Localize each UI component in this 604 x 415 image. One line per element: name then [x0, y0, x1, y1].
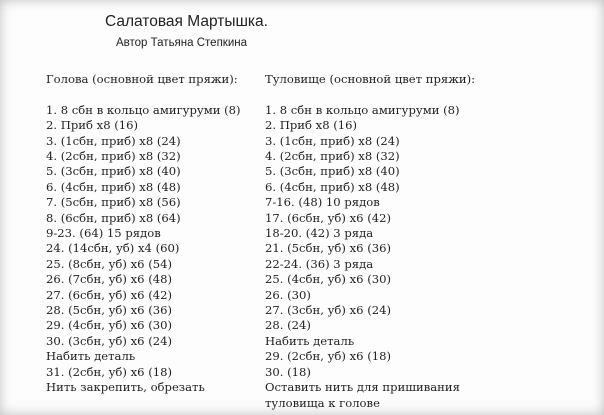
- pattern-row: 31. (2сбн, уб) х6 (18): [46, 364, 173, 379]
- pattern-row: 17. (6сбн, уб) х6 (42): [265, 210, 392, 225]
- pattern-row: 30. (18): [265, 364, 311, 379]
- pattern-row: 26. (30): [265, 287, 311, 302]
- pattern-row: Нить закрепить, обрезать: [46, 380, 205, 395]
- pattern-row: 4. (2сбн, приб) х8 (32): [265, 149, 400, 164]
- pattern-row: 5. (3сбн, приб) х8 (40): [46, 164, 181, 179]
- pattern-row: 9-23. (64) 15 рядов: [46, 226, 161, 241]
- pattern-row: 18-20. (42) 3 ряда: [265, 226, 374, 241]
- pattern-row: туловища к голове: [265, 395, 380, 410]
- pattern-row: Набить деталь: [265, 333, 355, 348]
- pattern-row: 29. (4сбн, уб) х6 (30): [46, 318, 173, 333]
- pattern-row: 29. (2сбн, уб) х6 (18): [265, 349, 392, 364]
- pattern-row: 27. (3сбн, уб) х6 (24): [265, 303, 392, 318]
- head-pattern-column: [46, 72, 241, 396]
- head-pattern-rows: [46, 103, 241, 396]
- pattern-row: Оставить нить для пришивания: [265, 380, 460, 395]
- body-pattern-rows: [265, 103, 475, 411]
- pattern-row: 3. (1сбн, приб) х8 (24): [265, 133, 400, 148]
- pattern-row: 2. Приб х8 (16): [265, 118, 358, 133]
- pattern-row: 25. (8сбн, уб) х6 (54): [46, 256, 173, 271]
- head-pattern-heading: Голова (основной цвет пряжи):: [46, 72, 238, 86]
- pattern-row: 24. (14сбн, уб) х4 (60): [46, 241, 180, 256]
- pattern-row: 8. (6сбн, приб) х8 (64): [46, 210, 181, 225]
- spacer: [46, 87, 241, 102]
- pattern-row: 30. (3сбн, уб) х6 (24): [46, 333, 173, 348]
- document-title: Салатовая Мартышка.: [105, 13, 268, 30]
- pattern-row: 7-16. (48) 10 рядов: [265, 195, 380, 210]
- pattern-row: 1. 8 сбн в кольцо амигуруми (8): [265, 102, 460, 117]
- pattern-row: 27. (6сбн, уб) х6 (42): [46, 287, 173, 302]
- pattern-row: 21. (5сбн, уб) х6 (36): [265, 241, 392, 256]
- pattern-row: 1. 8 сбн в кольцо амигуруми (8): [46, 102, 241, 117]
- pattern-row: 28. (5сбн, уб) х6 (36): [46, 303, 173, 318]
- document-author: Автор Татьяна Степкина: [116, 37, 247, 49]
- body-pattern-heading: Туловище (основной цвет пряжи):: [265, 72, 476, 86]
- pattern-row: 7. (5сбн, приб) х8 (56): [46, 195, 181, 210]
- pattern-row: 6. (4сбн, приб) х8 (48): [46, 179, 181, 194]
- spacer: [265, 87, 475, 102]
- pattern-row: 4. (2сбн, приб) х8 (32): [46, 149, 181, 164]
- pattern-row: 6. (4сбн, приб) х8 (48): [265, 179, 400, 194]
- body-pattern-column: [265, 72, 475, 411]
- pattern-row: 3. (1сбн, приб) х8 (24): [46, 133, 181, 148]
- pattern-row: 25. (4сбн, уб) х6 (30): [265, 272, 392, 287]
- pattern-row: 2. Приб х8 (16): [46, 118, 139, 133]
- pattern-row: 28. (24): [265, 318, 311, 333]
- pattern-row: Набить деталь: [46, 349, 136, 364]
- pattern-row: 22-24. (36) 3 ряда: [265, 256, 374, 271]
- pattern-row: 26. (7сбн, уб) х6 (48): [46, 272, 173, 287]
- pattern-row: 5. (3сбн, приб) х8 (40): [265, 164, 400, 179]
